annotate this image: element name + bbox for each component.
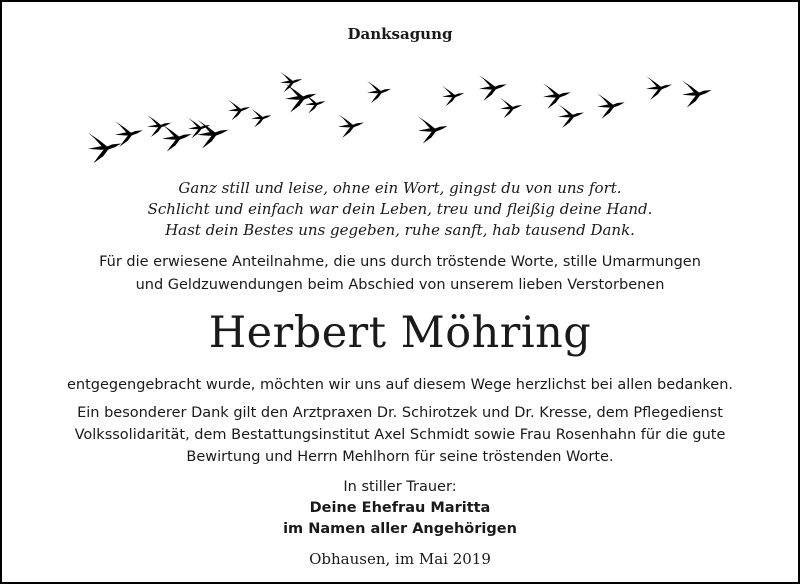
deceased-name: Herbert Möhring bbox=[208, 308, 592, 358]
poem-line: Hast dein Bestes uns gegeben, ruhe sanft, hab tausend Dank. bbox=[165, 221, 635, 239]
signature-line: Deine Ehefrau Maritta bbox=[309, 500, 491, 516]
thanks-line: entgegengebracht wurde, möchten wir uns auf diesem Wege herzlichst bei allen bedanken. bbox=[66, 377, 733, 393]
special-thanks-line: Ein besonderer Dank gilt den Arztpraxen Dr. Schirotzek und Dr. Kresse, dem Pflegedienst bbox=[77, 405, 723, 421]
flying-cranes-icon bbox=[82, 68, 722, 174]
intro-line: und Geldzuwendungen beim Abschied von unserem lieben Verstorbenen bbox=[135, 277, 665, 293]
thanks-text bbox=[2, 374, 798, 468]
mourning-label: In stiller Trauer: bbox=[343, 479, 457, 495]
poem-line: Ganz still und leise, ohne ein Wort, gingst du von uns fort. bbox=[178, 179, 622, 197]
signature-block bbox=[2, 477, 798, 540]
poem-line: Schlicht und einfach war dein Leben, treu und fleißig deine Hand. bbox=[147, 200, 653, 218]
notice-heading: Danksagung bbox=[347, 25, 453, 43]
special-thanks-line: Bewirtung und Herrn Mehlhorn für seine tröstenden Worte. bbox=[186, 449, 614, 465]
intro-text bbox=[2, 251, 798, 297]
intro-line: Für die erwiesene Anteilnahme, die uns durch tröstende Worte, stille Umarmungen bbox=[99, 254, 701, 270]
poem-verse bbox=[2, 178, 798, 241]
signature-line: im Namen aller Angehörigen bbox=[283, 521, 517, 537]
special-thanks-line: Volkssolidarität, dem Bestattungsinstitut Axel Schmidt sowie Frau Rosenhahn für die gute bbox=[74, 427, 726, 443]
place-date: Obhausen, im Mai 2019 bbox=[309, 550, 491, 568]
